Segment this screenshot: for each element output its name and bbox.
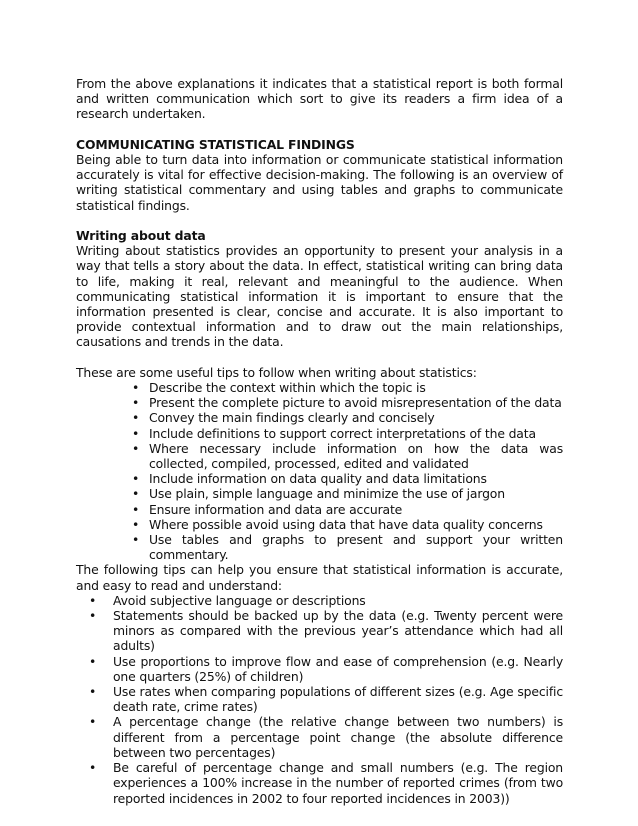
accuracy-tips-list [76, 593, 563, 806]
bullet-icon: • [89, 714, 97, 730]
list-item: • Use plain, simple language and minimize the use of jargon [132, 486, 505, 502]
list-item: • Statements should be backed up by the data (e.g. Twenty percent were minors as compared with the previous year’s attendance which had all adults) [89, 608, 563, 654]
list-item: • Include information on data quality and data limitations [132, 471, 487, 487]
section-body-communicating: Being able to turn data into information or communicate statistical information accurately is vital for effective decision-making. The following is an overview of writing statistical commentary and using tables and graphs to communicate statistical findings. [76, 152, 563, 213]
intro-paragraph: From the above explanations it indicates that a statistical report is both formal and written communication which sort to give its readers a firm idea of a research undertaken. [76, 76, 563, 122]
list-item: • Present the complete picture to avoid misrepresentation of the data [132, 395, 562, 411]
list-item: • A percentage change (the relative change between two numbers) is different from a percentage point change (the absolute difference between two percentages) [89, 714, 563, 760]
section-body-writing: Writing about statistics provides an opportunity to present your analysis in a way that tells a story about the data. In effect, statistical writing can bring data to life, making it real, relevant and meaningful to the audience. When communicating statistical information it is important to ensure that the information presented is clear, concise and accurate. It is also important to provide contextual information and to draw out the main relationships, causations and trends in the data. [76, 243, 563, 350]
list-item: • Use rates when comparing populations of different sizes (e.g. Age specific death rate, crime rates) [89, 684, 563, 715]
bullet-icon: • [132, 486, 140, 502]
accuracy-intro: The following tips can help you ensure that statistical information is accurate, and easy to read and understand: [76, 562, 563, 593]
list-item: • Use proportions to improve flow and ease of comprehension (e.g. Nearly one quarters (25%) of children) [89, 653, 563, 684]
spacer [76, 350, 563, 365]
bullet-icon: • [89, 592, 97, 608]
list-item: • Avoid subjective language or descriptions [89, 592, 366, 608]
bullet-icon: • [132, 395, 140, 411]
bullet-icon: • [89, 684, 97, 700]
bullet-icon: • [89, 653, 97, 669]
spacer [76, 122, 563, 137]
section-heading-communicating: COMMUNICATING STATISTICAL FINDINGS [76, 136, 355, 152]
list-item: • Be careful of percentage change and small numbers (e.g. The region experiences a 100% increase in the number of reported crimes (from two reported incidences in 2002 to four reported incidences in 2003)) [89, 760, 563, 806]
writing-tips-list [76, 380, 563, 562]
spacer [76, 213, 563, 228]
bullet-icon: • [132, 380, 140, 396]
bullet-icon: • [132, 440, 140, 456]
list-item: • Convey the main findings clearly and concisely [132, 410, 435, 426]
list-item: • Where possible avoid using data that have data quality concerns [132, 516, 543, 532]
list-item: • Where necessary include information on how the data was collected, compiled, processed, edited and validated [132, 440, 563, 472]
list-item: • Ensure information and data are accurate [132, 501, 403, 517]
list-item: • Describe the context within which the topic is [132, 380, 426, 396]
section-heading-writing: Writing about data [76, 228, 206, 243]
list-item: • Include definitions to support correct interpretations of the data [132, 425, 536, 441]
bullet-icon: • [89, 608, 97, 624]
bullet-icon: • [132, 425, 140, 441]
bullet-icon: • [132, 471, 140, 487]
bullet-icon: • [132, 516, 140, 532]
tips-intro: These are some useful tips to follow when writing about statistics: [76, 364, 477, 380]
document-page [76, 76, 563, 806]
list-item: • Use tables and graphs to present and support your written commentary. [132, 532, 563, 563]
bullet-icon: • [132, 410, 140, 426]
bullet-icon: • [132, 532, 140, 548]
bullet-icon: • [89, 760, 97, 776]
bullet-icon: • [132, 501, 140, 517]
